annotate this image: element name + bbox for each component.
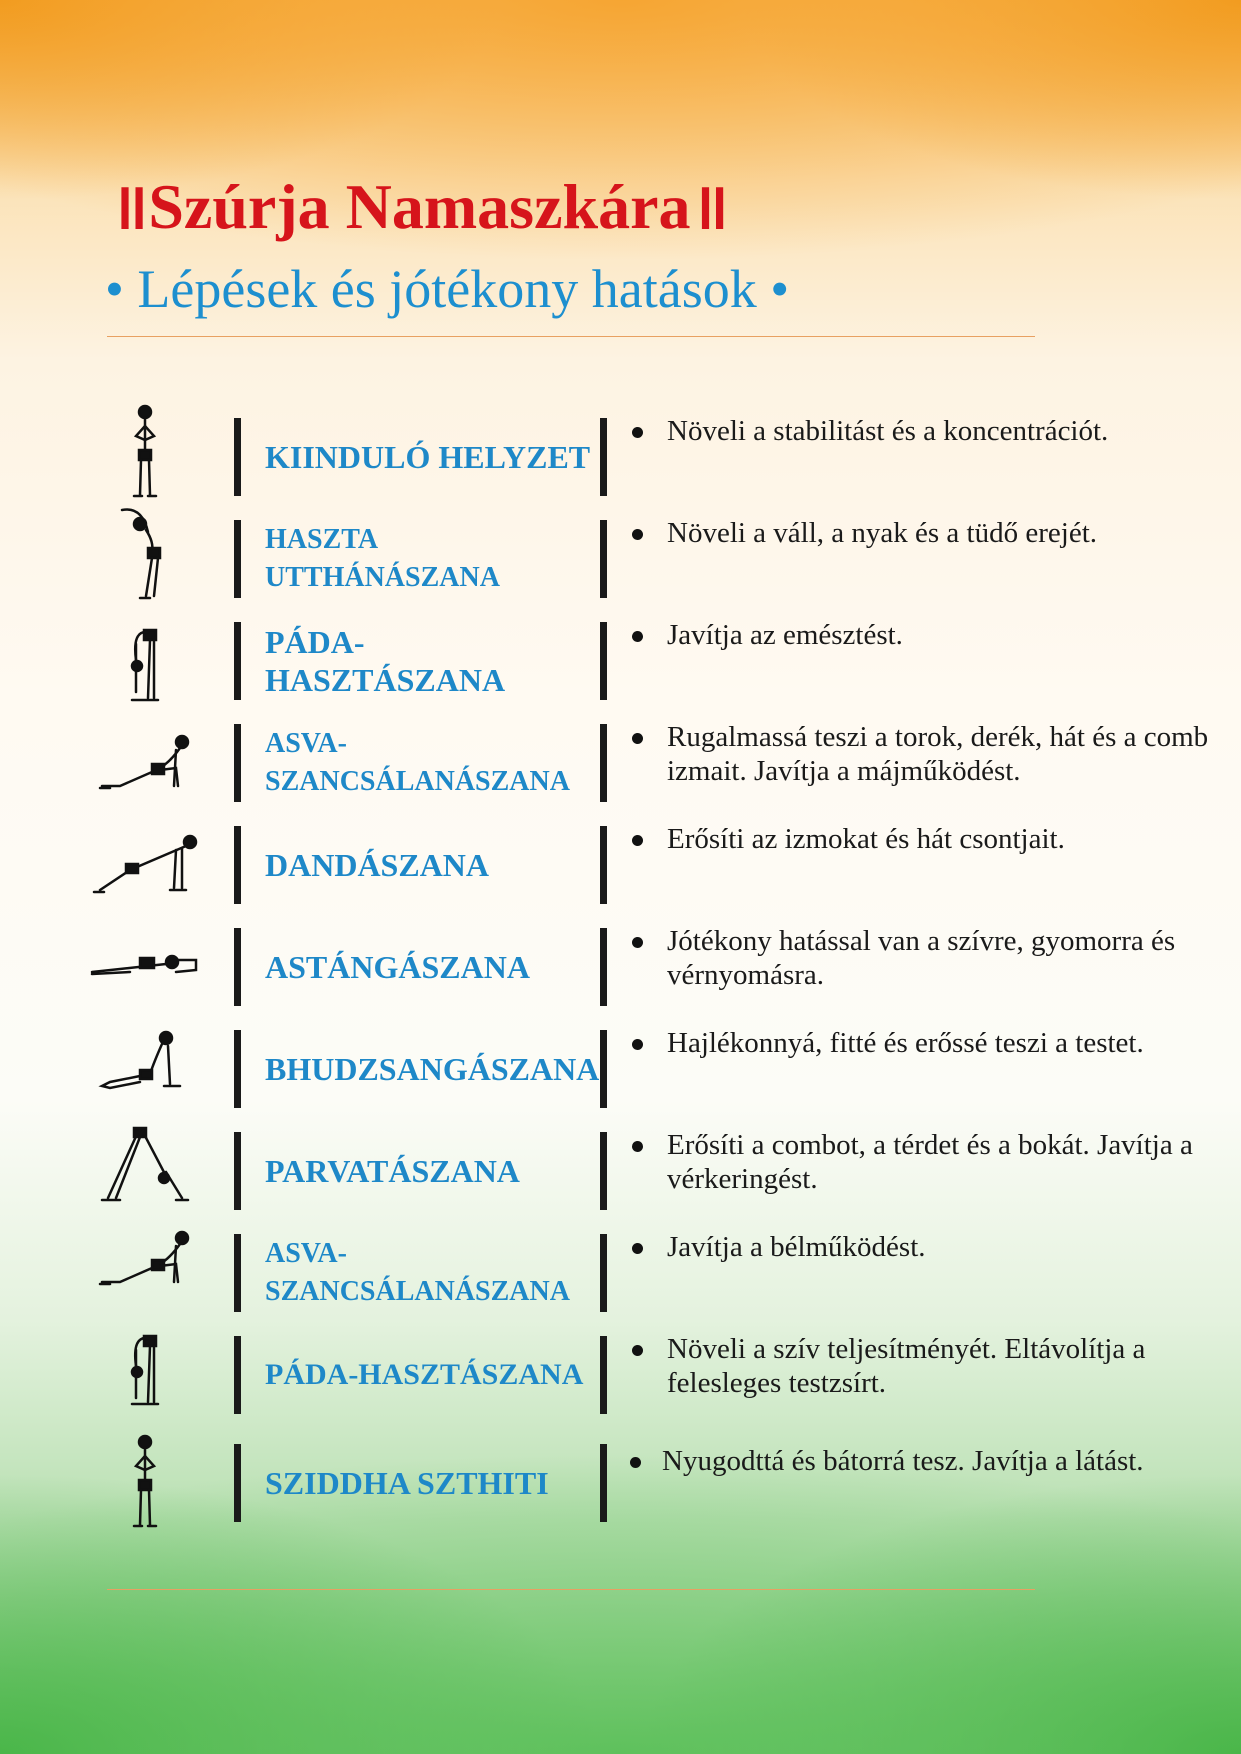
pose-name: HASZTA UTTHÁNÁSZANA (265, 524, 500, 593)
step-row (0, 1114, 1241, 1214)
lunge-pose-icon (90, 706, 200, 806)
bullet-icon (630, 1457, 641, 1468)
divider-bar (600, 1234, 607, 1312)
bullet-icon (632, 937, 643, 948)
mountain-pose-icon (90, 1114, 200, 1214)
lunge-pose-icon (90, 1216, 200, 1316)
benefit-text: Növeli a szív teljesítményét. Eltávolítja a felesleges testzsírt. (667, 1333, 1146, 1399)
benefit-text: Növeli a váll, a nyak és a tüdő erejét. (667, 517, 1098, 549)
standing-pose-icon (90, 400, 200, 500)
benefit-text: Javítja az emésztést. (667, 619, 903, 651)
step-row (0, 1012, 1241, 1112)
pose-name: DANDÁSZANA (265, 847, 490, 883)
bullet-icon (632, 835, 643, 846)
divider-bar (600, 1030, 607, 1108)
benefit-text: Nyugodttá és bátorrá tesz. Javítja a látást. (662, 1445, 1144, 1477)
bullet-icon (632, 529, 643, 540)
eight-limbed-pose-icon (90, 910, 200, 1010)
divider-bar (234, 1234, 241, 1312)
step-row (0, 604, 1241, 704)
divider-bar (234, 1132, 241, 1210)
divider-bar (234, 418, 241, 496)
divider-bar (234, 622, 241, 700)
pose-name: ASVA-SZANCSÁLANÁSZANA (265, 728, 570, 797)
cobra-pose-icon (90, 1012, 200, 1112)
divider-bar (234, 1336, 241, 1414)
benefit-text: Erősíti a combot, a térdet és a bokát. Javítja a vérkeringést. (667, 1129, 1193, 1195)
pose-name: ASVA-SZANCSÁLANÁSZANA (265, 1238, 570, 1307)
divider-bar (234, 928, 241, 1006)
divider-bar (600, 928, 607, 1006)
divider-bar (234, 1030, 241, 1108)
plank-pose-icon (90, 808, 200, 908)
bullet-icon (632, 1345, 643, 1356)
divider-bar (600, 826, 607, 904)
bullet-icon (632, 1243, 643, 1254)
benefit-text: Javítja a bélműködést. (667, 1231, 926, 1263)
pose-name: PARVATÁSZANA (265, 1153, 520, 1189)
bullet-icon (632, 733, 643, 744)
pose-name: ASTÁNGÁSZANA (265, 949, 530, 985)
benefit-text: Jótékony hatással van a szívre, gyomorra és vérnyomásra. (667, 925, 1176, 991)
bullet-icon (632, 631, 643, 642)
step-row (0, 1430, 1241, 1530)
step-row (0, 1318, 1241, 1418)
forward-bend-pose-icon (90, 1318, 200, 1418)
pose-name: SZIDDHA SZTHITI (265, 1465, 549, 1501)
divider-bar (600, 1132, 607, 1210)
step-row (0, 502, 1241, 602)
step-row (0, 808, 1241, 908)
pose-name: KIINDULÓ HELYZET (265, 439, 591, 475)
step-row (0, 910, 1241, 1010)
divider-bar (234, 724, 241, 802)
benefit-text: Erősíti az izmokat és hát csontjait. (667, 823, 1065, 855)
page-title: ॥Szúrja Namaszkára॥ (110, 171, 729, 242)
top-divider (107, 336, 1035, 337)
benefit-text: Növeli a stabilitást és a koncentrációt. (667, 415, 1109, 447)
divider-bar (600, 1336, 607, 1414)
pose-name: BHUDZSANGÁSZANA (265, 1051, 600, 1087)
divider-bar (600, 622, 607, 700)
benefit-text: Hajlékonnyá, fitté és erőssé teszi a testet. (667, 1027, 1144, 1059)
step-row (0, 1216, 1241, 1316)
divider-bar (234, 520, 241, 598)
step-row (0, 400, 1241, 500)
page-subtitle: • Lépések és jótékony hatások • (105, 259, 790, 319)
divider-bar (234, 826, 241, 904)
bullet-icon (632, 1141, 643, 1152)
bullet-icon (632, 1039, 643, 1050)
standing-pose-icon (90, 1430, 200, 1530)
bullet-icon (632, 427, 643, 438)
bottom-divider (107, 1589, 1035, 1590)
pose-name: PÁDA-HASZTÁSZANA (265, 624, 506, 698)
raised-arms-pose-icon (90, 502, 200, 602)
benefit-text: Rugalmassá teszi a torok, derék, hát és a comb izmait. Javítja a májműködést. (667, 721, 1209, 787)
divider-bar (600, 1444, 607, 1522)
step-row (0, 706, 1241, 806)
pose-name: PÁDA-HASZTÁSZANA (265, 1358, 584, 1391)
forward-bend-pose-icon (90, 604, 200, 704)
divider-bar (600, 724, 607, 802)
divider-bar (234, 1444, 241, 1522)
divider-bar (600, 520, 607, 598)
divider-bar (600, 418, 607, 496)
